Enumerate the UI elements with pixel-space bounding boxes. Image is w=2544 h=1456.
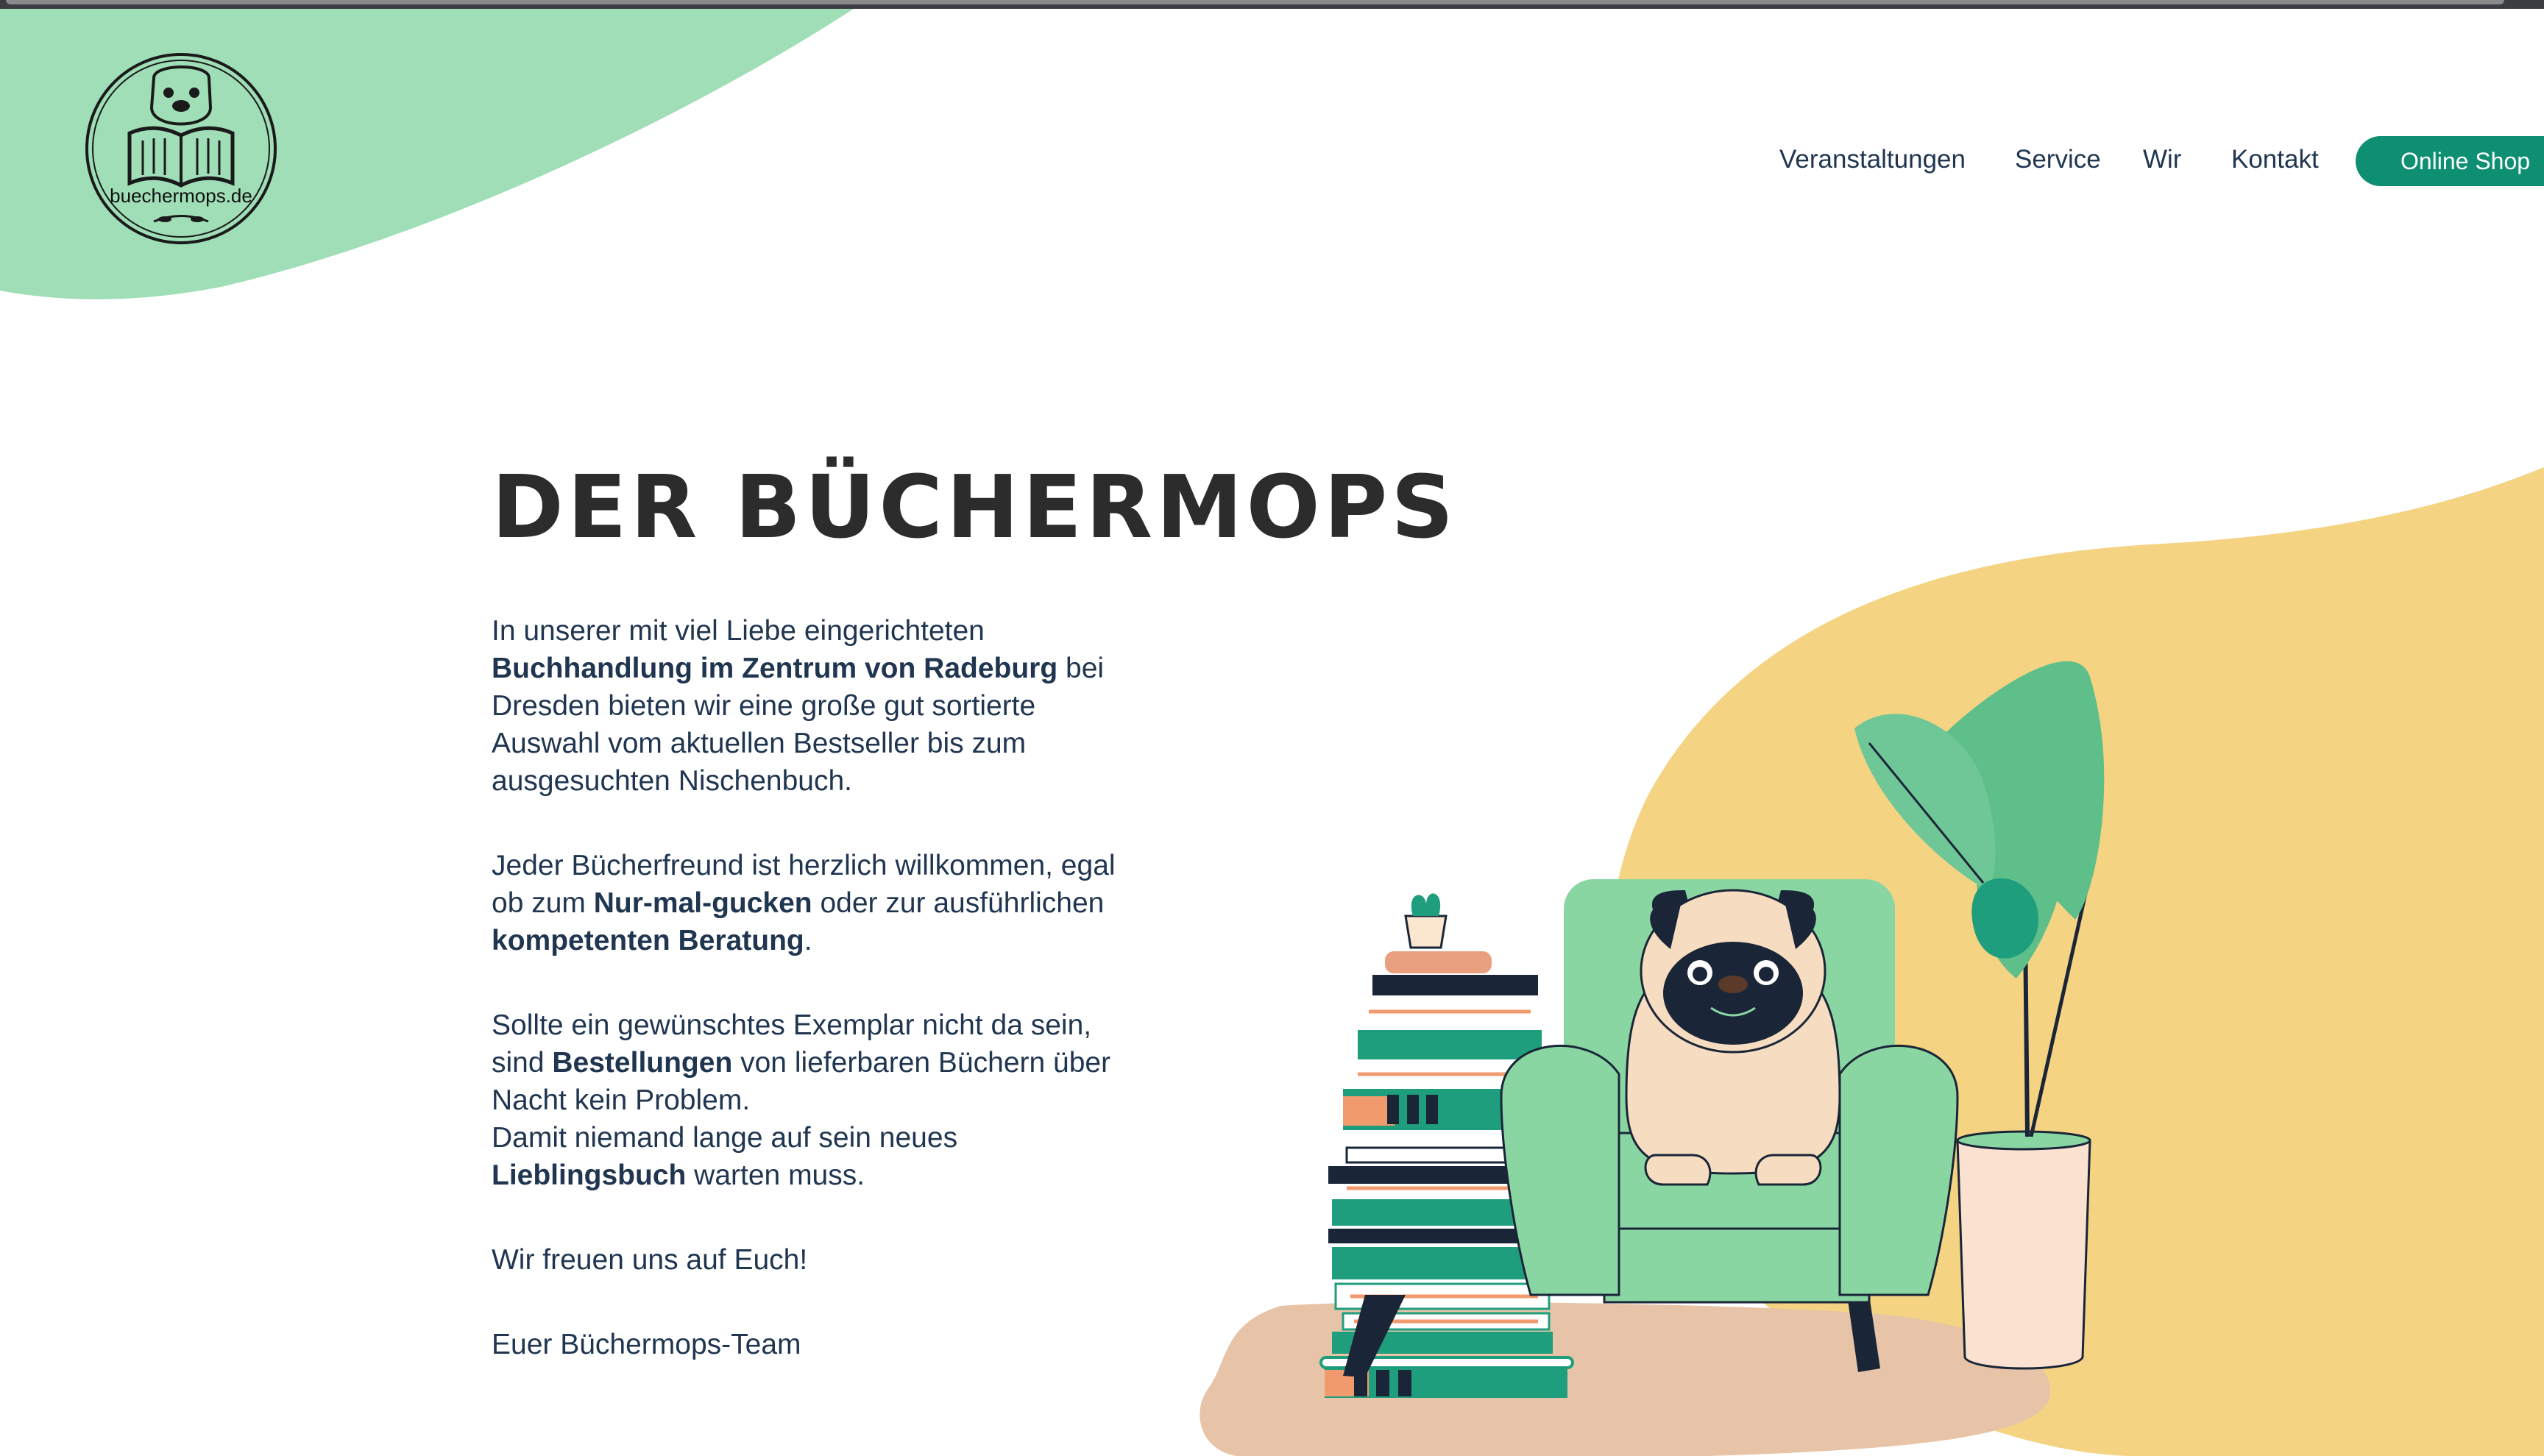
intro-paragraph-2 xyxy=(492,847,1132,959)
text-segment: oder zur ausführlichen xyxy=(812,887,1105,919)
text-bold: kompetenten Beratung xyxy=(492,925,804,956)
nav-link-service[interactable]: Service xyxy=(2015,145,2101,174)
logo[interactable] xyxy=(84,49,278,249)
text-segment: Sollte ein gewünschtes Exemplar nicht da sein, sind xyxy=(492,1009,1092,1079)
text-bold: Lieblingsbuch xyxy=(492,1160,687,1191)
pug-icon xyxy=(1626,890,1840,1185)
text-segment: bei Dresden bieten wir eine große gut sortierte Auswahl vom aktuellen Bestseller bis zum ausgesuchten Nischenbuch. xyxy=(492,653,1105,797)
logo-text: buechermops.de xyxy=(110,185,252,207)
text-bold: Bestellungen xyxy=(552,1047,733,1079)
intro-paragraph-1 xyxy=(492,612,1132,800)
main-navigation xyxy=(1693,136,2531,189)
text-segment: . xyxy=(804,925,812,956)
intro-text xyxy=(492,612,1132,1410)
text-segment: In unserer mit viel Liebe eingerichteten xyxy=(492,615,985,647)
nav-link-veranstaltungen[interactable]: Veranstaltungen xyxy=(1779,145,1966,174)
text-segment: Jeder Bücherfreund ist herzlich willkommen, egal ob zum xyxy=(492,850,1116,919)
nav-link-wir[interactable]: Wir xyxy=(2143,145,2182,174)
text-segment: warten muss. xyxy=(686,1160,865,1191)
nav-link-kontakt[interactable]: Kontakt xyxy=(2231,145,2319,174)
text-segment: Damit niemand lange auf sein neues xyxy=(492,1122,958,1154)
intro-paragraph-3 xyxy=(492,1006,1132,1194)
online-shop-button[interactable]: Online Shop xyxy=(2356,136,2544,186)
greeting: Wir freuen uns auf Euch! xyxy=(492,1244,808,1276)
signature: Euer Büchermops-Team xyxy=(492,1329,801,1360)
pug-armchair-illustration xyxy=(1192,449,2134,1456)
text-bold: Buchhandlung im Zentrum von Radeburg xyxy=(492,653,1058,684)
page-title: DER BÜCHERMOPS xyxy=(492,456,1458,558)
text-segment: von lieferbaren Büchern über Nacht kein Problem. xyxy=(492,1047,1111,1116)
text-bold: Nur-mal-gucken xyxy=(593,887,812,919)
